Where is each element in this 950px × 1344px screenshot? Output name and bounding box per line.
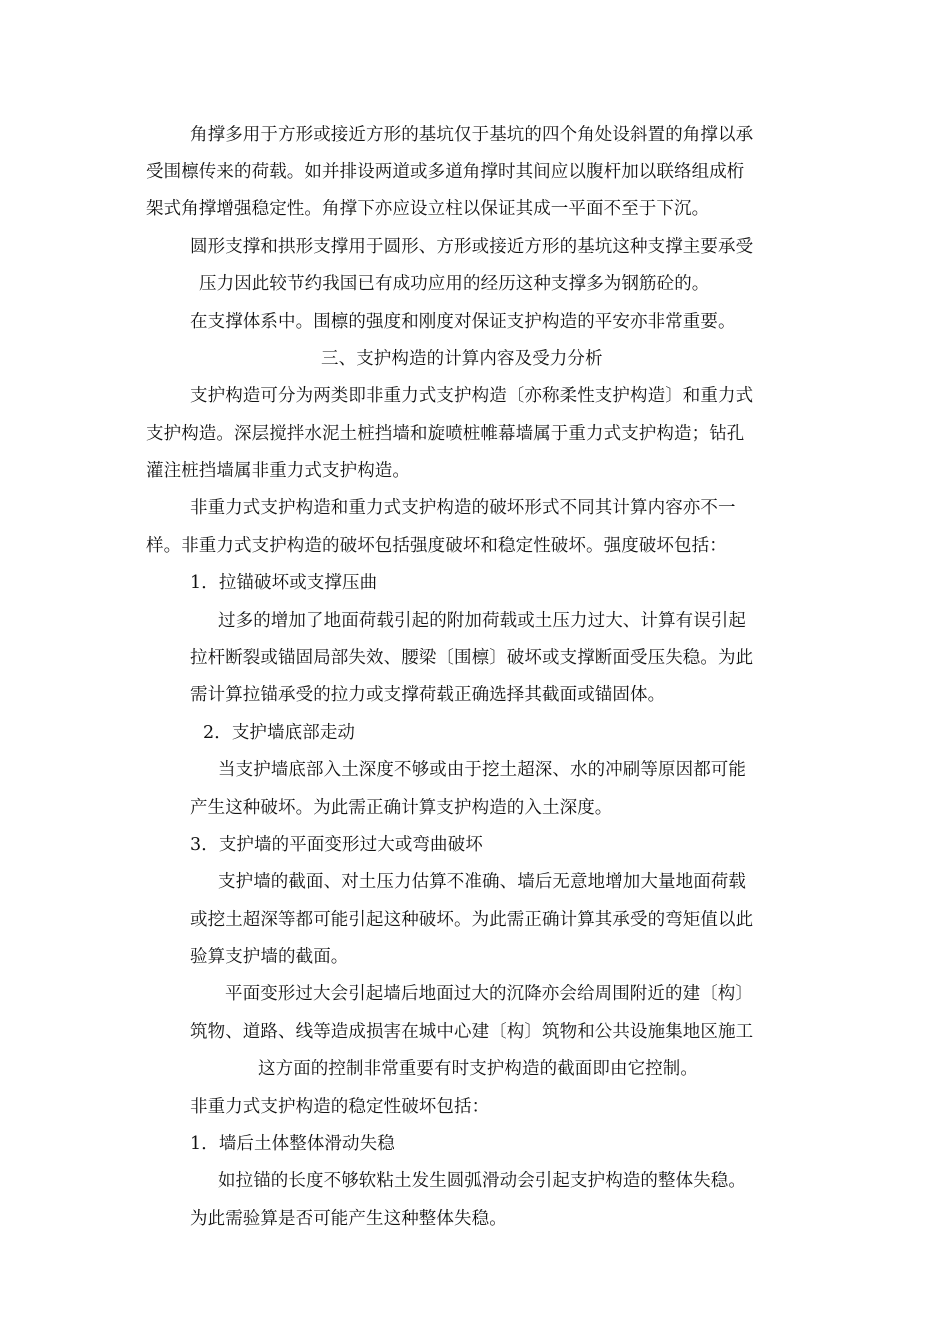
text-line: 圆形支撑和拱形支撑用于圆形、方形或接近方形的基坑这种支撑主要承受	[190, 237, 754, 257]
list-heading: 1．拉锚破坏或支撑压曲	[190, 573, 378, 593]
text-line: 压力因此较节约我国已有成功应用的经历这种支撑多为钢筋砼的。	[199, 274, 710, 294]
text-line: 样。非重力式支护构造的破坏包括强度破坏和稳定性破坏。强度破坏包括：	[146, 536, 727, 556]
text-line: 需计算拉锚承受的拉力或支撑荷载正确选择其截面或锚固体。	[190, 685, 666, 705]
text-line: 架式角撑增强稳定性。角撑下亦应设立柱以保证其成一平面不至于下沉。	[146, 199, 710, 219]
text-line: 灌注桩挡墙属非重力式支护构造。	[146, 461, 410, 481]
list-heading: 2．支护墙底部走动	[203, 723, 356, 743]
text-line: 验算支护墙的截面。	[190, 947, 349, 967]
text-line: 支护构造。深层搅拌水泥土桩挡墙和旋喷桩帷幕墙属于重力式支护构造；钻孔	[146, 424, 745, 444]
text-line: 支护构造可分为两类即非重力式支护构造〔亦称柔性支护构造〕和重力式	[190, 386, 754, 406]
text-line: 非重力式支护构造和重力式支护构造的破坏形式不同其计算内容亦不一	[190, 498, 736, 518]
text-line: 平面变形过大会引起墙后地面过大的沉降亦会给周围附近的建〔构〕	[225, 984, 753, 1004]
text-line: 或挖土超深等都可能引起这种破坏。为此需正确计算其承受的弯矩值以此	[190, 910, 754, 930]
text-line: 筑物、道路、线等造成损害在城中心建〔构〕筑物和公共设施集地区施工	[190, 1022, 754, 1042]
text-line: 支护墙的截面、对土压力估算不准确、墙后无意地增加大量地面荷载	[218, 872, 746, 892]
list-heading: 3．支护墙的平面变形过大或弯曲破坏	[190, 835, 483, 855]
text-line: 在支撑体系中。围檩的强度和刚度对保证支护构造的平安亦非常重要。	[190, 312, 736, 332]
text-line: 角撑多用于方形或接近方形的基坑仅于基坑的四个角处设斜置的角撑以承	[190, 125, 754, 145]
section-heading: 三、支护构造的计算内容及受力分析	[321, 349, 603, 369]
text-line: 过多的增加了地面荷载引起的附加荷载或土压力过大、计算有误引起	[218, 611, 746, 631]
text-line: 拉杆断裂或锚固局部失效、腰梁〔围檩〕破坏或支撑断面受压失稳。为此	[190, 648, 754, 668]
list-heading: 1．墙后土体整体滑动失稳	[190, 1134, 395, 1154]
text-line: 受围檩传来的荷载。如并排设两道或多道角撑时其间应以腹杆加以联络组成桁	[146, 162, 745, 182]
text-line: 产生这种破坏。为此需正确计算支护构造的入土深度。	[190, 798, 613, 818]
text-line: 如拉锚的长度不够软粘土发生圆弧滑动会引起支护构造的整体失稳。	[218, 1171, 746, 1191]
text-line: 当支护墙底部入土深度不够或由于挖土超深、水的冲刷等原因都可能	[218, 760, 746, 780]
text-line: 为此需验算是否可能产生这种整体失稳。	[190, 1209, 507, 1229]
text-line: 这方面的控制非常重要有时支护构造的截面即由它控制。	[258, 1059, 698, 1079]
text-line: 非重力式支护构造的稳定性破坏包括：	[190, 1097, 490, 1117]
